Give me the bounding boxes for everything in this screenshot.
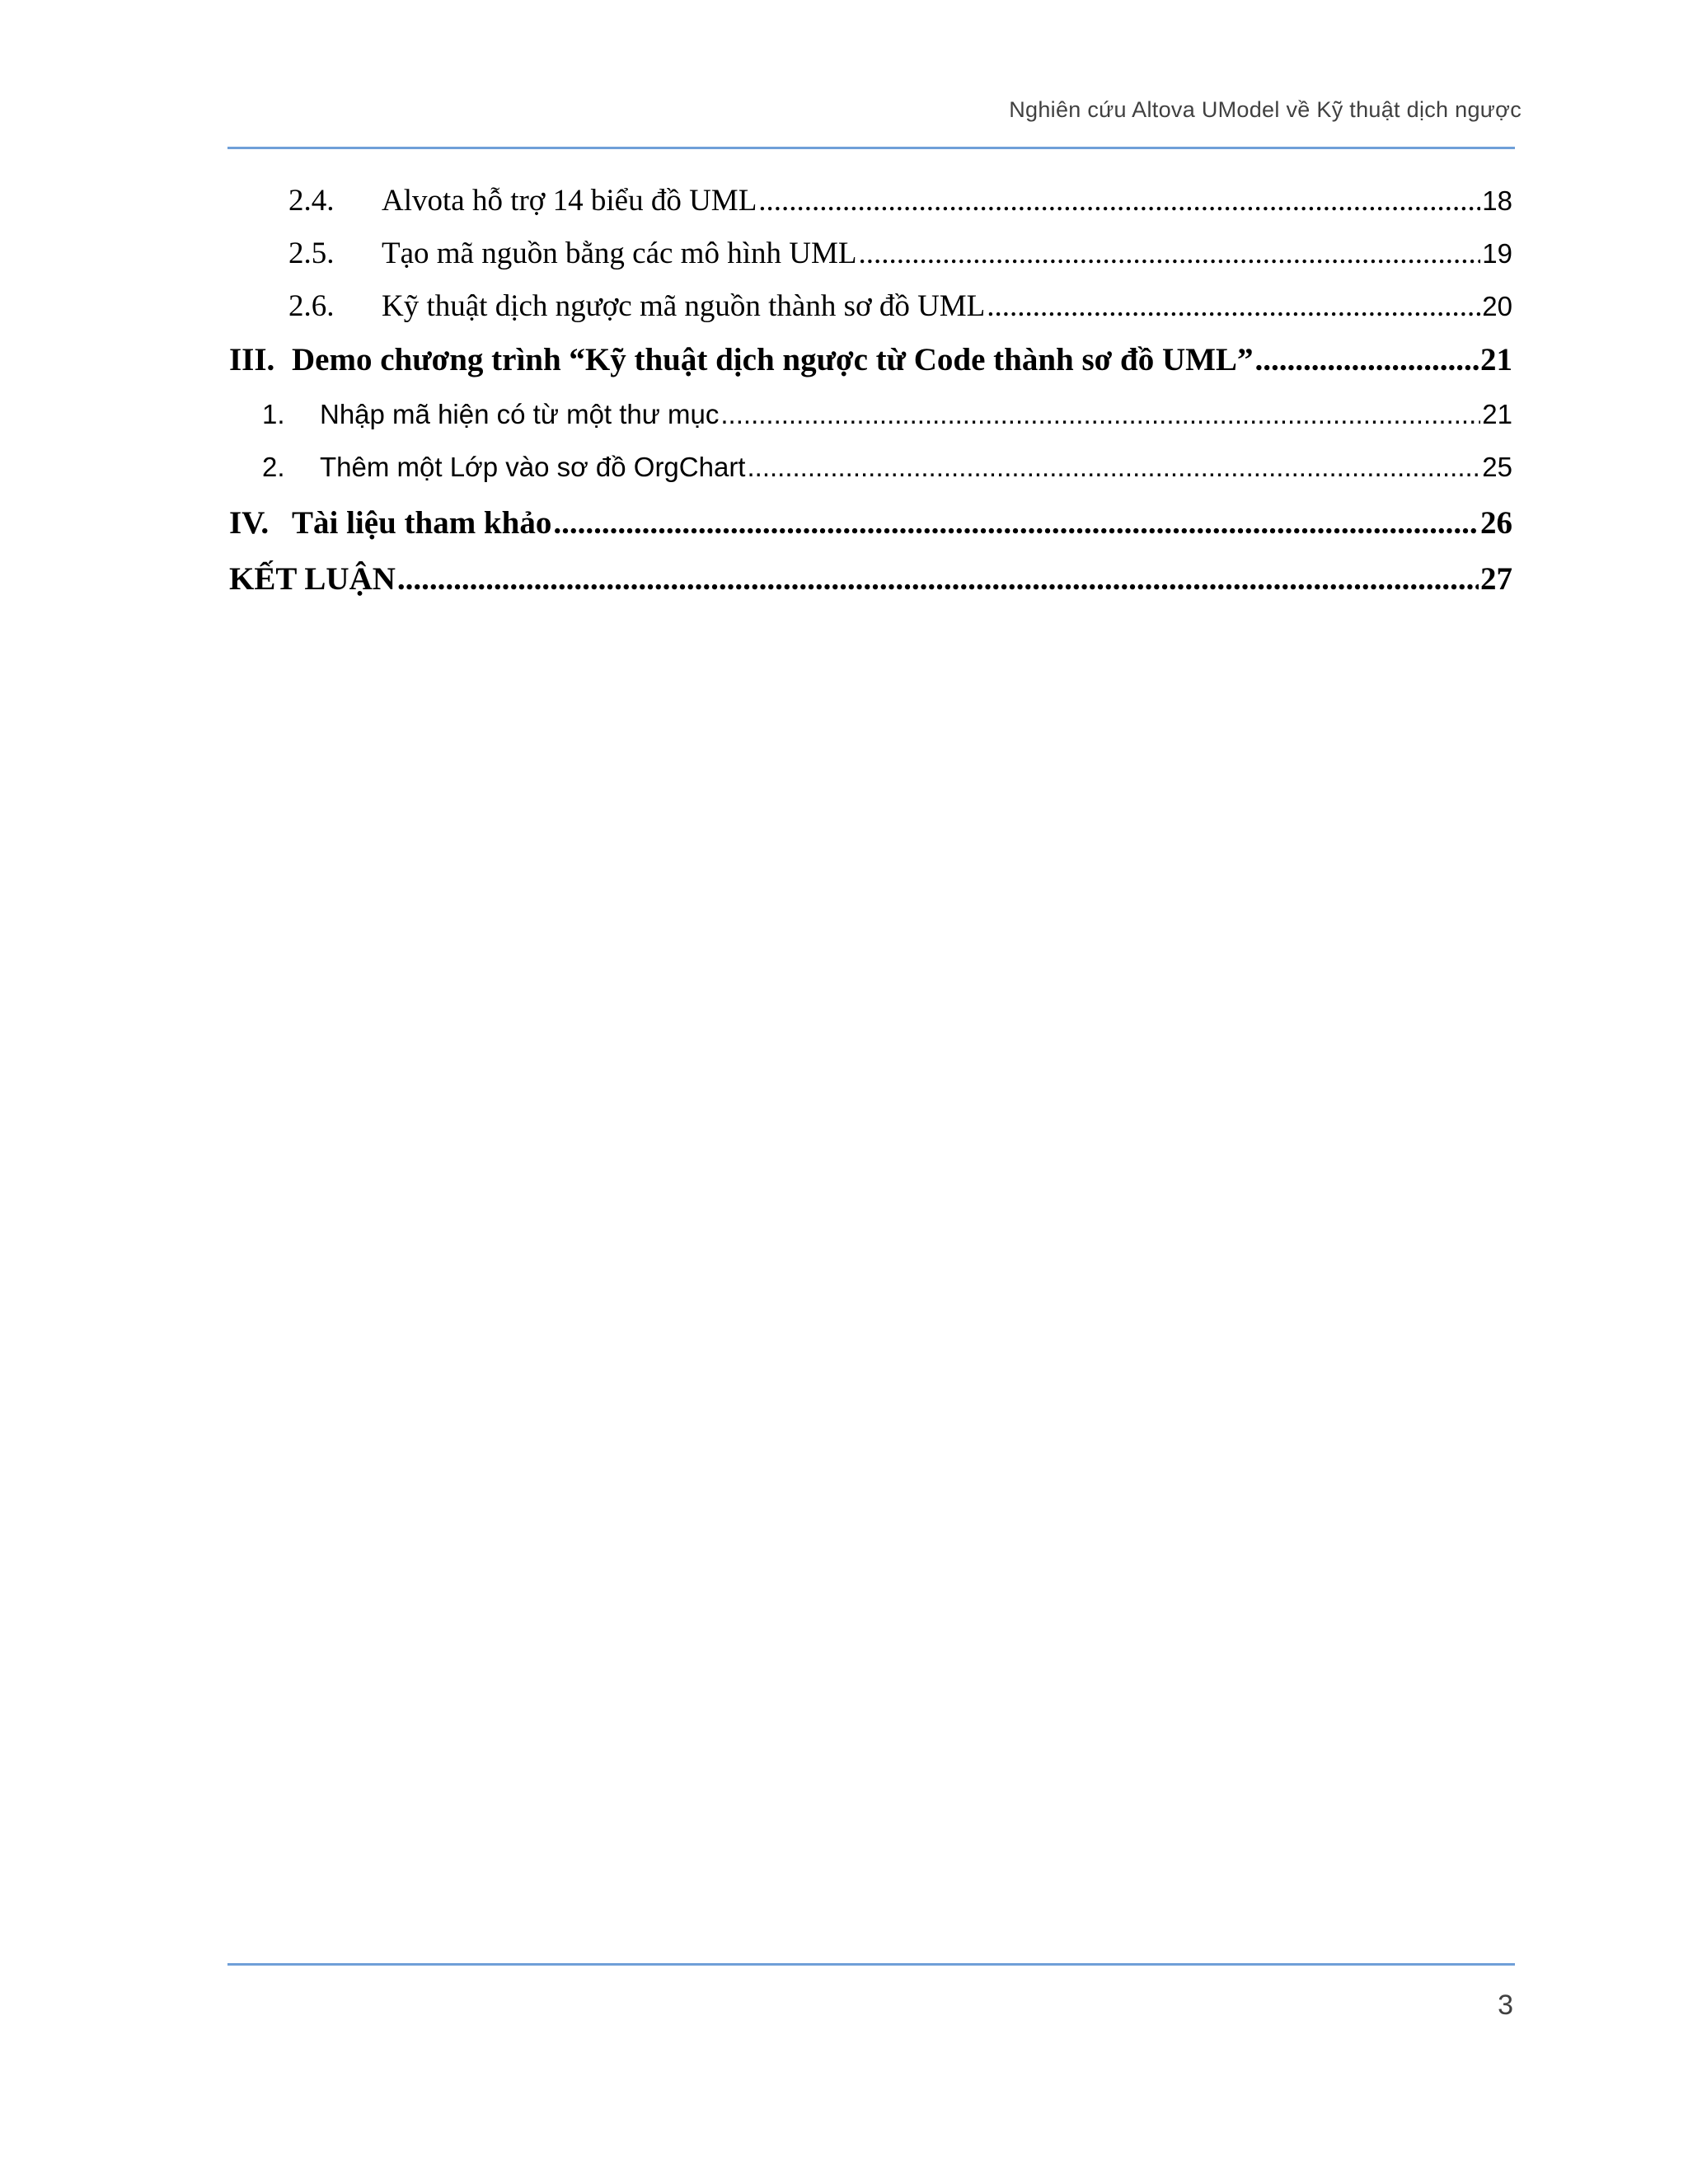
dot-leader bbox=[747, 452, 1480, 483]
toc-page-number: 25 bbox=[1482, 452, 1512, 482]
toc-page-number: 21 bbox=[1482, 399, 1512, 429]
toc-entry-2-5[interactable] bbox=[229, 236, 1512, 271]
toc-title: Tạo mã nguồn bằng các mô hình UML bbox=[382, 237, 857, 270]
dot-leader bbox=[858, 236, 1480, 271]
toc-number: 2.6. bbox=[288, 289, 335, 323]
toc-title: Nhập mã hiện có từ một thư mục bbox=[320, 399, 720, 429]
footer-rule bbox=[227, 1963, 1515, 1966]
toc-number: 1. bbox=[262, 399, 285, 429]
dot-leader bbox=[987, 288, 1480, 324]
toc-number: III. bbox=[229, 342, 275, 377]
dot-leader bbox=[553, 504, 1479, 541]
toc-page-number: 21 bbox=[1480, 342, 1512, 377]
dot-leader bbox=[720, 399, 1480, 430]
toc-number: IV. bbox=[229, 505, 270, 541]
toc-page-number: 26 bbox=[1480, 505, 1512, 541]
toc-entry-iii[interactable] bbox=[229, 341, 1512, 378]
toc-entry-2[interactable] bbox=[229, 452, 1512, 483]
dot-leader bbox=[397, 560, 1479, 598]
toc-page-number: 19 bbox=[1482, 238, 1512, 269]
dot-leader bbox=[1254, 341, 1479, 378]
toc-entry-2-4[interactable] bbox=[229, 183, 1512, 218]
dot-leader bbox=[758, 183, 1480, 218]
toc-page-number: 27 bbox=[1480, 561, 1512, 597]
toc-page-number: 20 bbox=[1482, 291, 1512, 321]
toc-number: 2. bbox=[262, 452, 285, 482]
header-rule bbox=[227, 147, 1515, 149]
toc-entry-1[interactable] bbox=[229, 399, 1512, 430]
toc-title: Tài liệu tham khảo bbox=[292, 505, 552, 541]
toc-number: 2.4. bbox=[288, 184, 335, 218]
toc-entry-ket-luan[interactable] bbox=[229, 560, 1512, 598]
toc-title: Alvota hỗ trợ 14 biểu đồ UML bbox=[382, 184, 757, 218]
toc-title: Demo chương trình “Kỹ thuật dịch ngược từ Code thành sơ đồ UML” bbox=[292, 342, 1254, 377]
toc-title: Kỹ thuật dịch ngược mã nguồn thành sơ đồ UML bbox=[382, 289, 986, 323]
toc-entry-iv[interactable] bbox=[229, 504, 1512, 541]
page-number: 3 bbox=[1498, 1990, 1513, 2021]
toc-number: 2.5. bbox=[288, 237, 335, 270]
running-header: Nghiên cứu Altova UModel về Kỹ thuật dịch ngược bbox=[1009, 97, 1522, 122]
toc-title: KẾT LUẬN bbox=[229, 561, 396, 597]
toc-page-number: 18 bbox=[1482, 185, 1512, 216]
toc-entry-2-6[interactable] bbox=[229, 288, 1512, 324]
toc-title: Thêm một Lớp vào sơ đồ OrgChart bbox=[320, 452, 746, 482]
